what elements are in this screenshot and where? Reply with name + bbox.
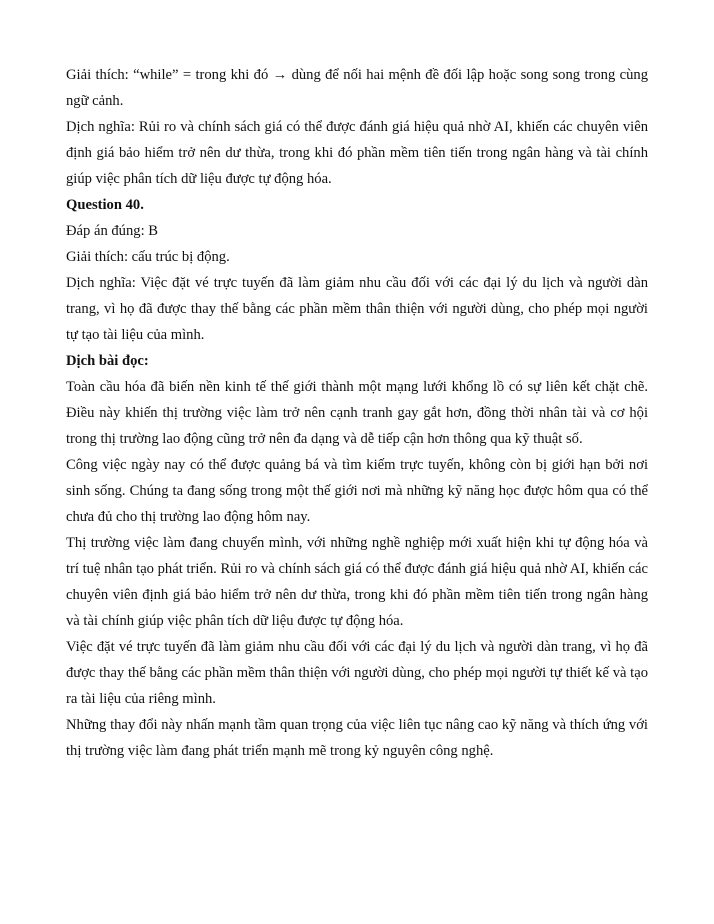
q40-answer: Đáp án đúng: B <box>66 223 159 239</box>
q39-explanation: Giải thích: “while” = trong khi đó → dùng để nối hai mệnh đề đối lập hoặc song song trong cùng ngữ cảnh. <box>66 67 648 109</box>
q40-explanation: Giải thích: cấu trúc bị động. <box>66 249 230 265</box>
reading-paragraph: Những thay đổi này nhấn mạnh tầm quan trọng của việc liên tục nâng cao kỹ năng và thích ứng với thị trường việc làm đang phát triển mạnh mẽ trong kỷ nguyên công nghệ. <box>66 717 648 759</box>
reading-paragraph: Công việc ngày nay có thể được quảng bá và tìm kiếm trực tuyến, không còn bị giới hạn bởi nơi sinh sống. Chúng ta đang sống trong một thế giới nơi mà những kỹ năng học được hôm qua có thể chưa đủ cho thị trường lao động hôm nay. <box>66 457 648 525</box>
q39-translation: Dịch nghĩa: Rủi ro và chính sách giá có thể được đánh giá hiệu quả nhờ AI, khiến các chuyên viên định giá bảo hiểm trở nên dư thừa, trong khi đó phần mềm tiên tiến trong ngân hàng và tài chính giúp việc phân tích dữ liệu được tự động hóa. <box>66 119 648 187</box>
reading-heading: Dịch bài đọc: <box>66 353 149 369</box>
document-page <box>66 62 648 764</box>
reading-paragraph: Việc đặt vé trực tuyến đã làm giảm nhu cầu đối với các đại lý du lịch và người dàn trang, vì họ đã được thay thế bằng các phần mềm thân thiện với người dùng, cho phép mọi người tự thiết kế và tạo ra tài liệu của riêng mình. <box>66 639 648 707</box>
reading-paragraph: Toàn cầu hóa đã biến nền kinh tế thế giới thành một mạng lưới khổng lồ có sự liên kết chặt chẽ. Điều này khiến thị trường việc làm trở nên cạnh tranh gay gắt hơn, đồng thời nhân tài và cơ hội trong thị trường lao động cũng trở nên đa dạng và dễ tiếp cận hơn thông qua kỹ thuật số. <box>66 379 648 447</box>
q40-translation: Dịch nghĩa: Việc đặt vé trực tuyến đã làm giảm nhu cầu đối với các đại lý du lịch và người dàn trang, vì họ đã được thay thế bằng các phần mềm thân thiện với người dùng, cho phép mọi người tự tạo tài liệu của mình. <box>66 275 648 343</box>
reading-paragraph: Thị trường việc làm đang chuyển mình, với những nghề nghiệp mới xuất hiện khi tự động hóa và trí tuệ nhân tạo phát triển. Rủi ro và chính sách giá có thể được đánh giá hiệu quả nhờ AI, khiến các chuyên viên định giá bảo hiểm trở nên dư thừa, trong khi đó phần mềm tiên tiến trong ngân hàng và tài chính giúp việc phân tích dữ liệu được tự động hóa. <box>66 535 648 629</box>
q40-heading: Question 40. <box>66 197 144 213</box>
